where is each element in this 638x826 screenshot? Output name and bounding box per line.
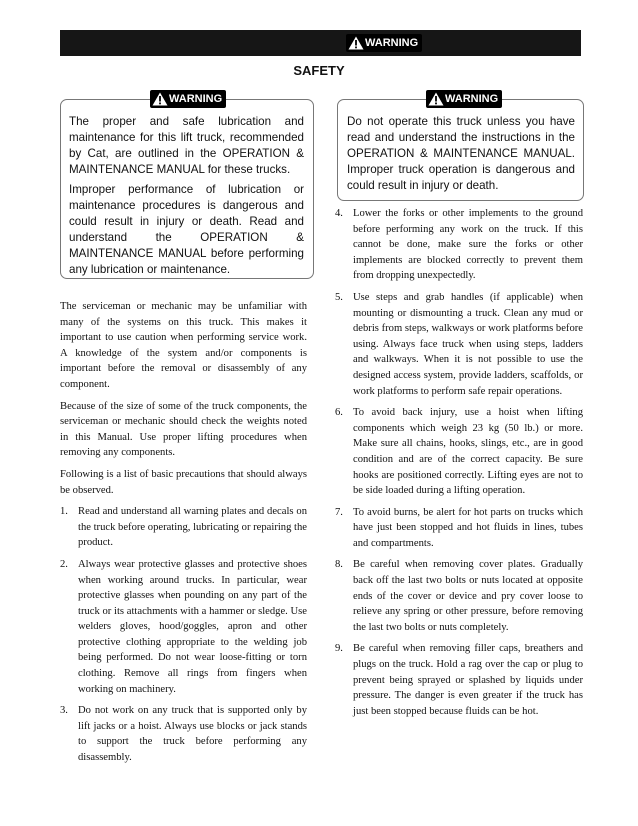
list-item-text: Always wear protective glasses and protective shoes when working around trucks. In particular, wear protective glasses when pounding on any part of the truck or its attachments with a hammer or sledge. Use welders gloves, hood/goggles, apron and other protective clothing appropriate to the welding job being performed. Do not wear loose-fitting or torn clothing. Remove all rings from fingers when working on machinery. [78,558,307,695]
left-paragraph-2: Because of the size of some of the truck components, the serviceman or mechanic should check the weights noted in this Manual. Use proper lifting procedures when removing any components. [60,400,307,459]
right-column [335,206,583,725]
warning-left-paragraph-1: The proper and safe lubrication and maintenance for this lift truck, recommended by Cat, are outlined in the OPERATION & MAINTENANCE MANUAL for these trucks. [69,115,304,176]
list-item [335,505,583,552]
list-item-text: Be careful when removing cover plates. Gradually back off the last two bolts or nuts located at opposite ends of the cover or device and pry cover loose to relieve any spring or other pressure, before removing the last two bolts or nuts completely. [353,559,583,633]
list-item-number: 1. [60,506,68,518]
warning-label-right: WARNING [445,93,499,105]
list-item-number: 9. [335,643,343,655]
left-paragraph-3: Following is a list of basic precautions that should always be observed. [60,468,307,496]
list-item-number: 4. [335,208,343,219]
warning-badge-right [426,90,502,108]
precaution-list-left [60,504,307,766]
list-item-text: Read and understand all warning plates and decals on the truck before operating, lubricating or repairing the product. [78,506,307,549]
list-item [60,703,307,765]
header-bar [60,30,581,56]
list-item [335,290,583,399]
warning-triangle-icon [348,36,364,50]
list-item [335,641,583,719]
list-item-text: To avoid back injury, use a hoist when lifting components which weigh 23 kg (50 lb.) or more. Make sure all chains, hooks, slings, etc., are in good condition and are of the correct capacity. Be sure hooks are positioned correctly. Lifting eyes are not to be side loaded during a lifting operation. [353,407,583,497]
list-item-text: Lower the forks or other implements to the ground before performing any work on the truck. If this cannot be done, make sure the forks or other implements are blocked correctly to prevent them from dropping unexpectedly. [353,208,583,282]
list-item-text: To avoid burns, be alert for hot parts on trucks which have just been stopped and hot fluids in lines, tubes and compartments. [353,506,583,549]
list-item-number: 2. [60,558,68,570]
list-item [335,405,583,499]
warning-right-text: Do not operate this truck unless you have read and understand the instructions in the OPERATION & MAINTENANCE MANUAL. Improper truck operation is dangerous and could result in injury or death. [347,115,575,192]
header-warning-label: WARNING [365,37,419,49]
list-item [335,206,583,284]
list-item-number: 6. [335,407,343,419]
list-item-text: Be careful when removing filler caps, breathers and plugs on the truck. Hold a rag over the cap or plug to prevent being sprayed or splashed by liquids under pressure. The danger is even greater if the truck has just been stopped because fluids can be hot. [353,643,583,717]
left-paragraph-1: The serviceman or mechanic may be unfamiliar with many of the systems on this truck. This makes it important to use caution when performing service work. A knowledge of the system and/or components is important before the removal or disassembly of any component. [60,301,307,390]
list-item-number: 5. [335,291,343,303]
header-warning-badge [346,34,422,52]
list-item [335,557,583,635]
warning-box-left [60,93,314,279]
warning-triangle-icon [428,92,444,106]
precaution-list-right [335,206,583,719]
list-item-number: 8. [335,559,343,571]
list-item-number: 7. [335,506,343,518]
list-item [60,504,307,551]
list-item-text: Do not work on any truck that is supported only by lift jacks or a hoist. Always use blocks or jack stands to support the truck before performing any disassembly. [78,705,307,764]
list-item [60,557,307,697]
list-item-text: Use steps and grab handles (if applicable) when mounting or dismounting a truck. Clean any mud or debris from steps, walkways or work platforms before using. Always face truck when using steps, ladders and walkways. When it is not possible to use the designed access system, provide ladders, scaffolds, or work platforms to perform safe repair operations. [353,291,583,397]
warning-label-left: WARNING [169,93,223,105]
warning-triangle-icon [152,92,168,106]
left-column [60,299,307,772]
page-title: SAFETY [293,63,345,78]
warning-box-right [337,93,584,201]
warning-badge-left [150,90,226,108]
list-item-number: 3. [60,705,68,717]
warning-left-paragraph-2: Improper performance of lubrication or maintenance procedures is dangerous and could result in injury or death. Read and understand the OPERATION & MAINTENANCE MANUAL before performing any lubrication or maintenance. [69,183,304,276]
